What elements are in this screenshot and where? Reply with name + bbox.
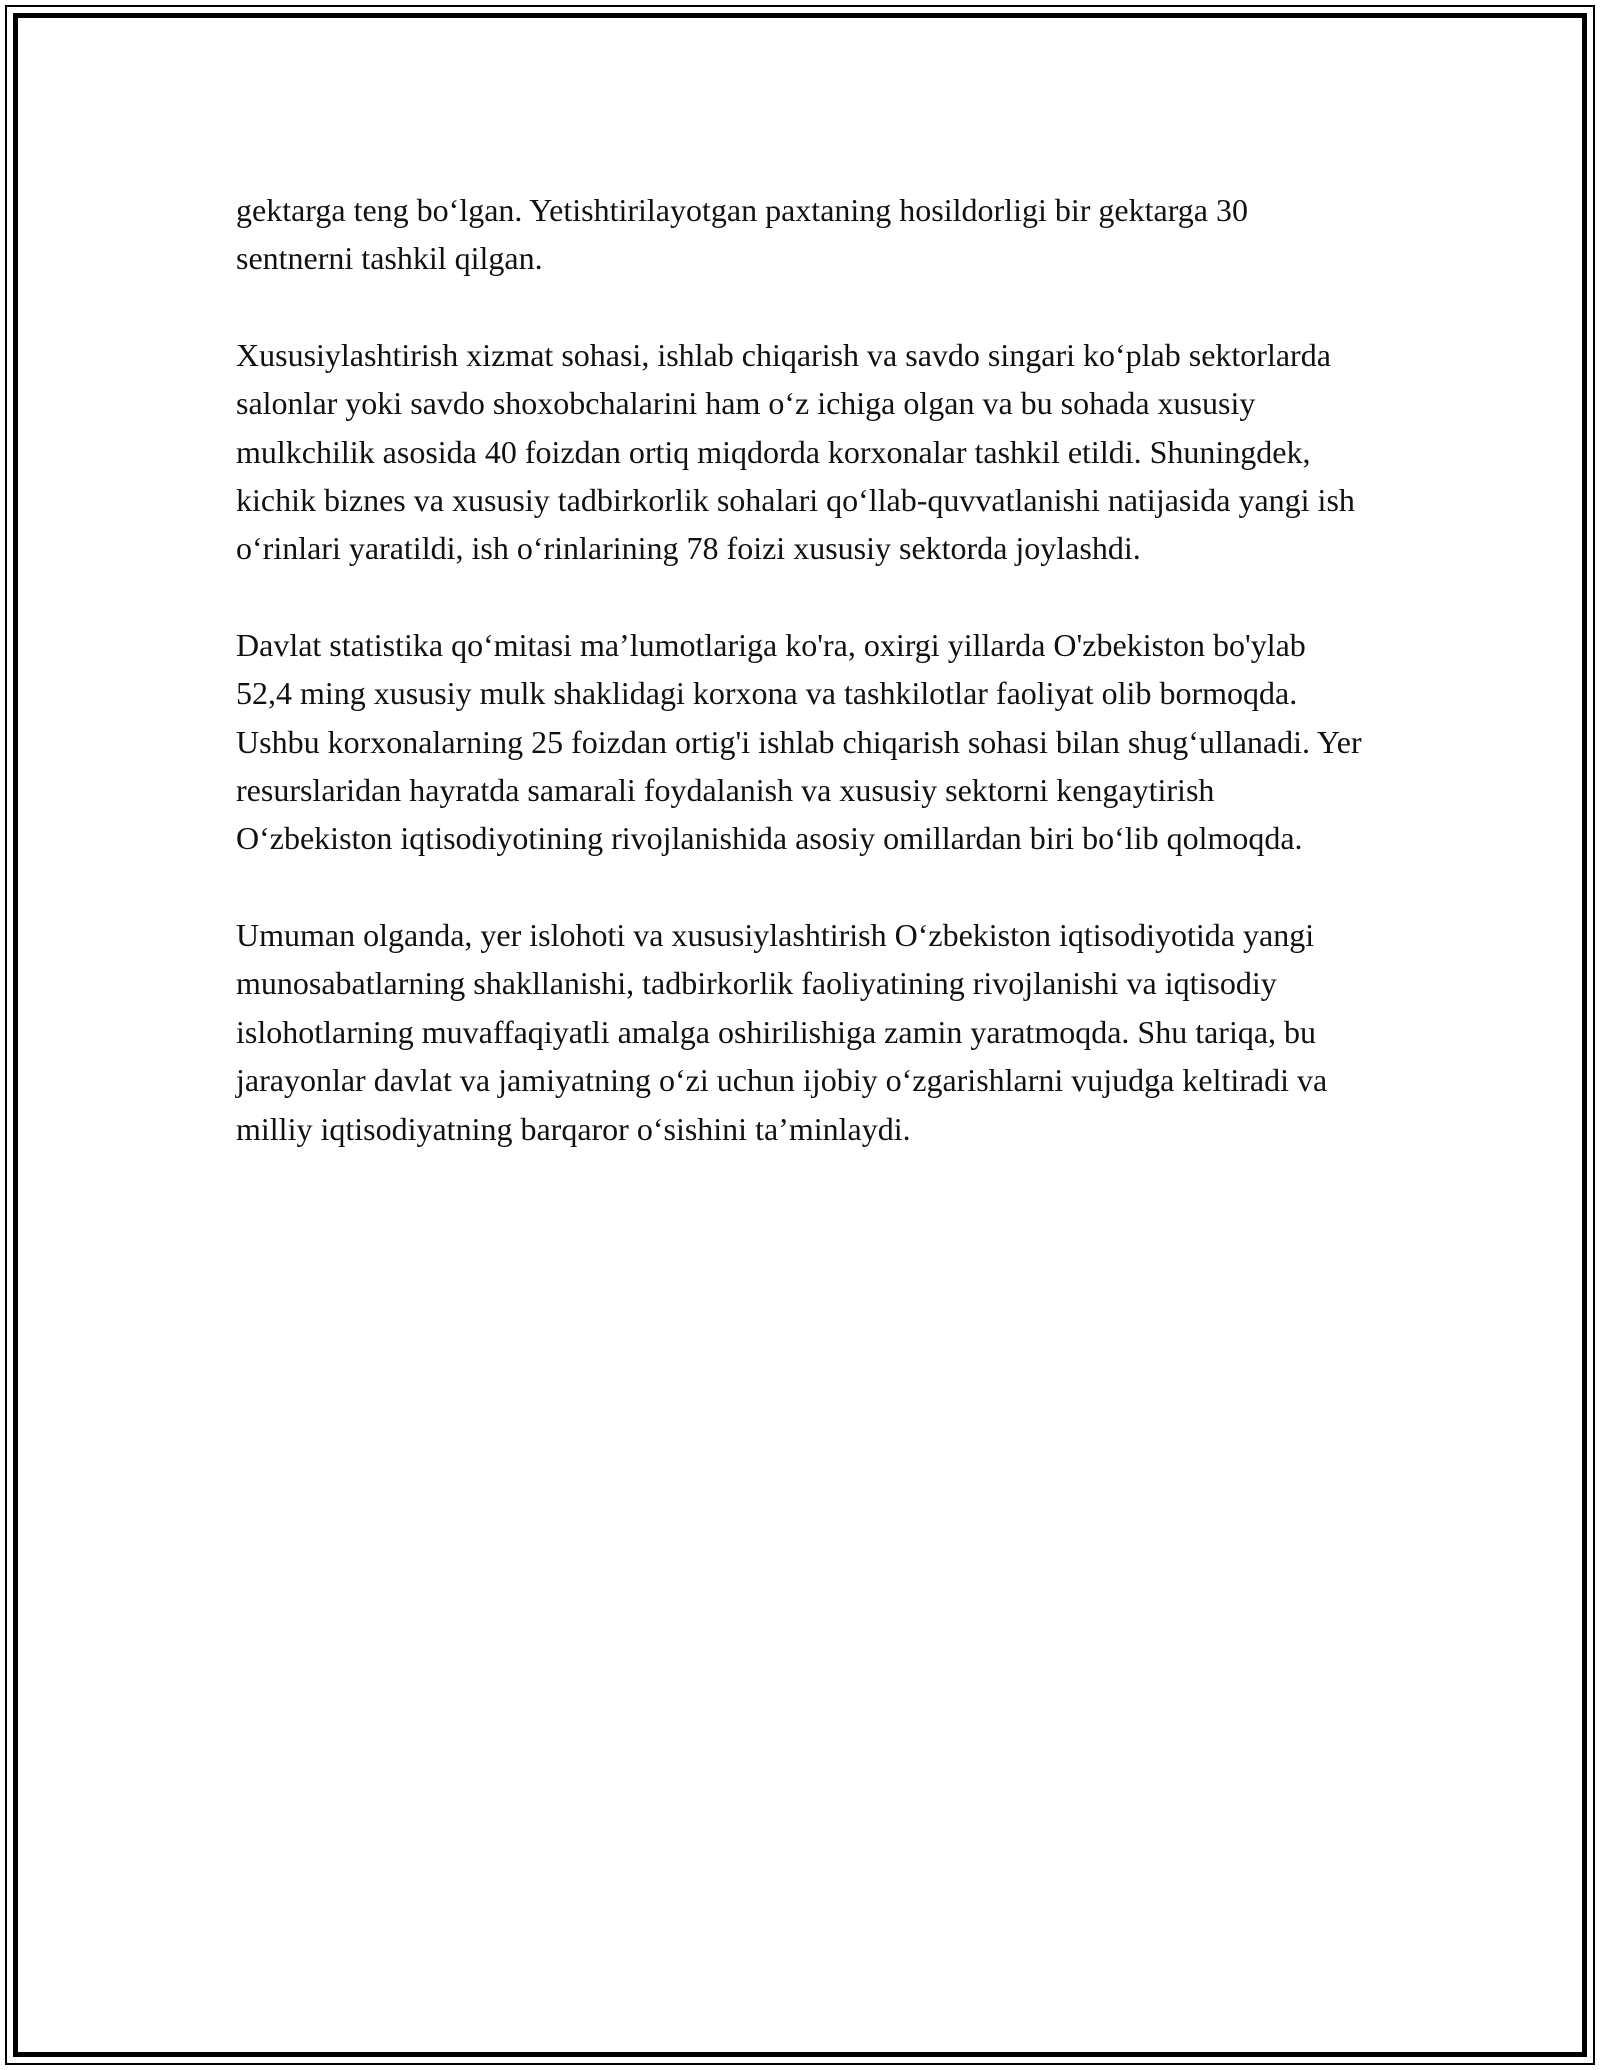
paragraph-privatization: Xususiylashtirish xizmat sohasi, ishlab chiqarish va savdo singari ko‘plab sektorlarda salonlar yoki savdo shoxobchalarini ham o‘z ichiga olgan va bu sohada xususiy mulkchilik asosida 40 foizdan ortiq miqdorda korxonalar tashkil etildi. Shuningdek, kichik biznes va xususiy tadbirkorlik sohalari qo‘llab-quvvatlanishi natijasida yangi ish o‘rinlari yaratildi, ish o‘rinlarining 78 foizi xususiy sektorda joylashdi. <box>236 336 1355 567</box>
paragraph-conclusion: Umuman olganda, yer islohoti va xususiylashtirish O‘zbekiston iqtisodiyotida yangi munosabatlarning shakllanishi, tadbirkorlik faoliyatining rivojlanishi va iqtisodiy islohotlarning muvaffaqiyatli amalga oshirilishiga zamin yaratmoqda. Shu tariqa, bu jarayonlar davlat va jamiyatning o‘zi uchun ijobiy o‘zgarishlarni vujudga keltiradi va milliy iqtisodiyatning barqaror o‘sishini ta’minlaydi. <box>236 916 1328 1147</box>
paragraph-cotton-yield: gektarga teng bo‘lgan. Yetishtirilayotgan paxtaning hosildorligi bir gektarga 30 sentnerni tashkil qilgan. <box>236 192 1248 277</box>
document-body <box>236 186 1366 1201</box>
paragraph-statistics: Davlat statistika qo‘mitasi ma’lumotlariga ko'ra, oxirgi yillarda O'zbekiston bo'ylab 52,4 ming xususiy mulk shaklidagi korxona va tashkilotlar faoliyat olib bormoqda. Ushbu korxonalarning 25 foizdan ortig'i ishlab chiqarish sohasi bilan shug‘ullanadi. Yer resurslaridan hayratda samarali foydalanish va xususiy sektorni kengaytirish O‘zbekiston iqtisodiyotining rivojlanishida asosiy omillardan biri bo‘lib qolmoqda. <box>236 626 1362 857</box>
